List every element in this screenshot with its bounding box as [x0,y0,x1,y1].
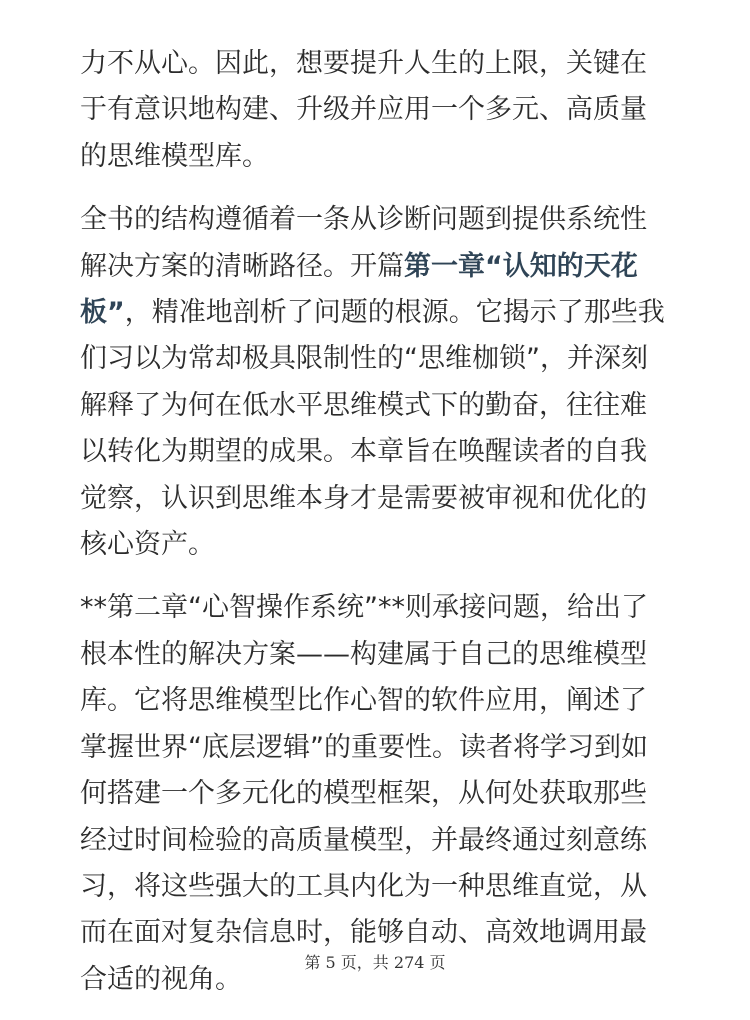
paragraph-text: 力不从心。因此，想要提升人生的上限，关键在于有意识地构建、升级并应用一个多元、高质量的思维模型库。 [80,48,647,172]
paragraph-text-after: ，精准地剖析了问题的根源。它揭示了那些我们习以为常却极具限制性的“思维枷锁”，并深刻解释了为何在低水平思维模式下的勤奋，往往难以转化为期望的成果。本章旨在唤醒读者的自我觉察，认识到思维本身才是需要被审视和优化的核心资产。 [80,297,665,561]
page-number-footer: 第 5 页，共 274 页 [304,953,446,972]
document-body [80,41,672,1020]
paragraph-intro-conclusion [80,41,672,180]
paragraph-text-before: 全书的结构遵循着一条从诊断问题到提供系统性解决方案的清晰路径。开篇 [80,204,647,282]
paragraph-book-structure [80,197,672,568]
paragraph-text: **第二章“心智操作系统”**则承接问题，给出了根本性的解决方案——构建属于自己的思维模型库。它将思维模型比作心智的软件应用，阐述了掌握世界“底层逻辑”的重要性。读者将学习到如何搭建一个多元化的模型框架，从何处获取那些经过时间检验的高质量模型，并最终通过刻意练习，将这些强大的工具内化为一种思维直觉，从而在面对复杂信息时，能够自动、高效地调用最合适的视角。 [80,592,648,995]
paragraph-chapter-two [80,585,672,1003]
chapter-one-title: 第一章“认知的天花板” [80,250,638,329]
